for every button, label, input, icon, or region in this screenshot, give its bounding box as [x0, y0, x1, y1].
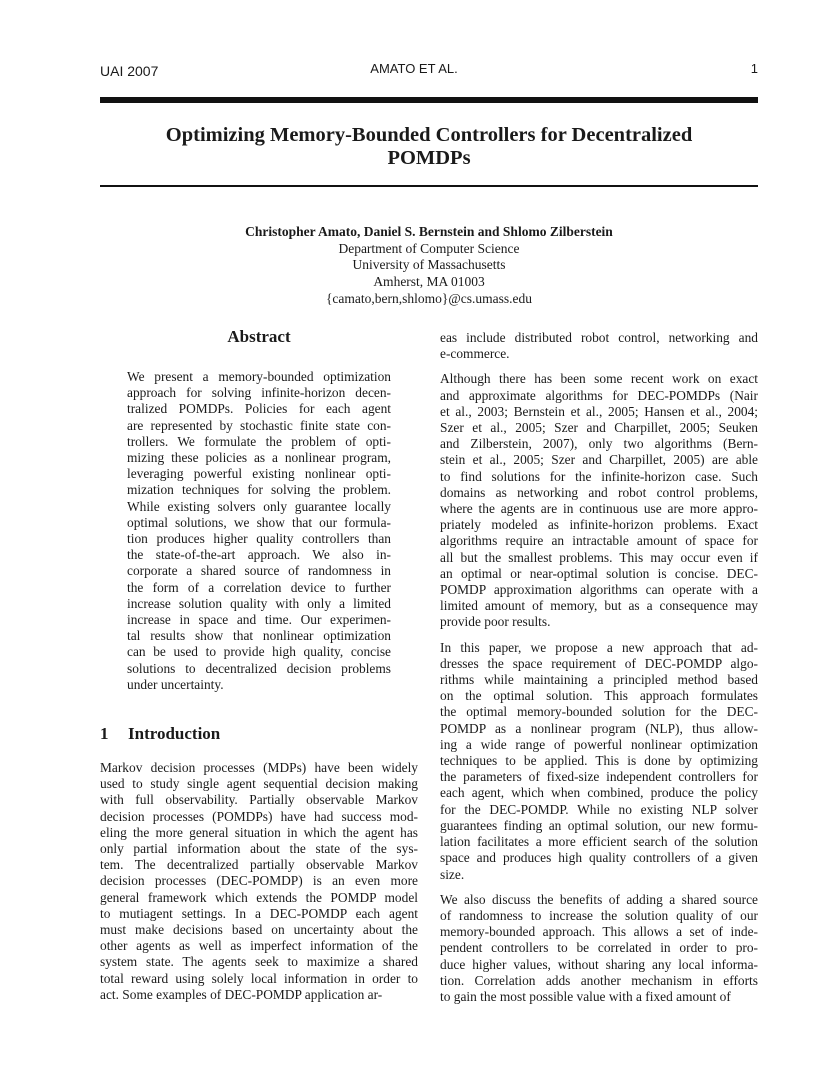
text-line: eas include distributed robot control, networking and [440, 330, 758, 345]
text-line: domains as networking and robot control problems, [440, 484, 758, 500]
section-title: Introduction [128, 724, 221, 743]
text-line: Szer et al., 2005; Szer and Charpillet, 2005; Seuken [440, 420, 758, 436]
text-line: approach for solving infinite-horizon decen- [127, 385, 391, 401]
text-line: of randomness to increase the solution quality of our [440, 907, 758, 923]
text-line: and Zilberstein, 2007), only two algorithms (Bern- [440, 436, 758, 452]
text-line: the form of a correlation device to further [127, 579, 391, 595]
body-paragraph [440, 371, 758, 630]
running-header-authors: AMATO ET AL. [370, 61, 458, 76]
text-line: tem. The decentralized partially observable Markov [100, 857, 418, 873]
text-line: priately modeled as infinite-horizon problems. Exact [440, 517, 758, 533]
section-number: 1 [100, 724, 109, 743]
text-line: memory-bounded approach. This allows a set of inde- [440, 924, 758, 940]
text-line: mizing these policies as a nonlinear program, [127, 450, 391, 466]
text-line: We present a memory-bounded optimization [127, 369, 391, 384]
abstract-heading: Abstract [227, 327, 291, 346]
text-line: tion. Correlation adds another mechanism in efforts [440, 972, 758, 988]
text-line: ing a wide range of powerful nonlinear optimization [440, 736, 758, 752]
text-line: leveraging powerful existing nonlinear opti- [127, 466, 391, 482]
body-paragraph [440, 330, 758, 362]
affiliation-line: University of Massachusetts [352, 257, 506, 273]
text-line: system state. The agents seek to maximize a shared [100, 954, 418, 970]
text-line: rithms while maintaining a principled method based [440, 672, 758, 688]
text-line: and approximate algorithms for DEC-POMDPs (Nair [440, 387, 758, 403]
text-line: tal results show that nonlinear optimization [127, 628, 391, 644]
running-header-venue: UAI 2007 [100, 63, 159, 79]
text-line: eling the more general situation in which the agent has [100, 824, 418, 840]
text-line: the state-of-the-art approach. We also in- [127, 547, 391, 563]
text-line: with full observability. Partially observable Markov [100, 792, 418, 808]
text-line: POMDP as a nonlinear program (NLP), thus allow- [440, 720, 758, 736]
affiliation-line: Department of Computer Science [338, 240, 520, 256]
text-line: each agent, which when combined, produce the policy [440, 785, 758, 801]
text-line: solutions to decentralized decision problems [127, 660, 391, 676]
text-line: for the DEC-POMDP. While no existing NLP solver [440, 801, 758, 817]
text-line: general framework which extends the POMDP model [100, 889, 418, 905]
abstract-body [127, 369, 391, 693]
page-number: 1 [750, 61, 758, 76]
text-line: trollers. We formulate the problem of opti- [127, 433, 391, 449]
text-line: lation facilitates a more efficient search of the solution [440, 834, 758, 850]
text-line: algorithms require an intractable amount of space for [440, 533, 758, 549]
text-line: increase solution quality with only a limited [127, 595, 391, 611]
text-line: used to study single agent sequential decision making [100, 776, 418, 792]
text-line: tion produces higher quality controllers than [127, 531, 391, 547]
right-column [440, 330, 758, 1014]
text-line: decision processes (POMDPs) have had success mod- [100, 808, 418, 824]
text-line: e-commerce. [440, 346, 510, 362]
text-line: act. Some examples of DEC-POMDP application ar- [100, 986, 383, 1002]
paper-title [100, 124, 758, 170]
text-line: corporate a shared source of randomness in [127, 563, 391, 579]
text-line: et al., 2003; Bernstein et al., 2005; Hansen et al., 2004; [440, 403, 758, 419]
text-line: to gain the most possible value with a fixed amount of [440, 988, 731, 1004]
title-line: POMDPs [387, 147, 471, 169]
author-email: {camato,bern,shlomo}@cs.umass.edu [325, 290, 533, 306]
text-line: dresses the space requirement of DEC-POMDP algo- [440, 655, 758, 671]
text-line: We also discuss the benefits of adding a shared source [440, 891, 758, 907]
text-line: all but the smallest problems. This may occur even if [440, 549, 758, 565]
text-line: only partial information about the state of the sys- [100, 841, 418, 857]
text-line: decision processes (DEC-POMDP) is an even more [100, 873, 418, 889]
text-line: under uncertainty. [127, 676, 224, 692]
text-line: In this paper, we propose a new approach that ad- [440, 639, 758, 655]
text-line: other agents as well as imperfect information of the [100, 938, 418, 954]
text-line: the parameters of fixed-size independent controllers for [440, 769, 758, 785]
text-line: to mutiagent settings. In a DEC-POMDP each agent [100, 905, 418, 921]
text-line: increase in space and time. Our experimen- [127, 612, 391, 628]
text-line: the optimal memory-bounded solution for the DEC- [440, 704, 758, 720]
affiliation-line: Amherst, MA 01003 [373, 274, 485, 290]
text-line: an optimal or near-optimal solution is concise. DEC- [440, 565, 758, 581]
text-line: size. [440, 866, 465, 882]
text-line: to find solutions for the infinite-horizon case. Such [440, 468, 758, 484]
body-paragraph [440, 892, 758, 1005]
body-paragraph [440, 640, 758, 883]
text-line: guarantees finding an optimal solution, our new formu- [440, 817, 758, 833]
text-line: duce higher values, without sharing any local informa- [440, 956, 758, 972]
text-line: mization techniques for solving the problem. [127, 482, 391, 498]
text-line: are represented by stochastic finite state con- [127, 417, 391, 433]
text-line: total reward using solely local information in order to [100, 970, 418, 986]
author-block [100, 224, 758, 308]
text-line: While existing solvers only guarantee locally [127, 498, 391, 514]
section-heading-introduction [100, 724, 220, 744]
text-line: must make decisions based on uncertainty about the [100, 922, 418, 938]
text-line: techniques to be applied. This is done by optimizing [440, 753, 758, 769]
text-line: Markov decision processes (MDPs) have been widely [100, 760, 418, 775]
header-rule [100, 97, 758, 103]
text-line: provide poor results. [440, 614, 551, 630]
text-line: POMDP approximation algorithms can operate with a [440, 582, 758, 598]
title-rule [100, 185, 758, 187]
introduction-paragraph [100, 760, 418, 1003]
text-line: limited amount of memory, but as a consequence may [440, 598, 758, 614]
title-line: Optimizing Memory-Bounded Controllers for Decentralized [165, 124, 693, 146]
text-line: tralized POMDPs. Policies for each agent [127, 401, 391, 417]
text-line: stein et al., 2005; Szer and Charpillet, 2005) are able [440, 452, 758, 468]
text-line: where the agents are in continuous use are more appro- [440, 501, 758, 517]
text-line: can be used to provide high quality, concise [127, 644, 391, 660]
author-names: Christopher Amato, Daniel S. Bernstein and Shlomo Zilberstein [245, 224, 613, 239]
text-line: Although there has been some recent work on exact [440, 371, 758, 387]
text-line: optimal solutions, we show that our formula- [127, 514, 391, 530]
text-line: space and produces high quality controllers of a given [440, 850, 758, 866]
text-line: on the optimal solution. This approach formulates [440, 688, 758, 704]
text-line: pendent controllers to be correlated in order to pro- [440, 940, 758, 956]
